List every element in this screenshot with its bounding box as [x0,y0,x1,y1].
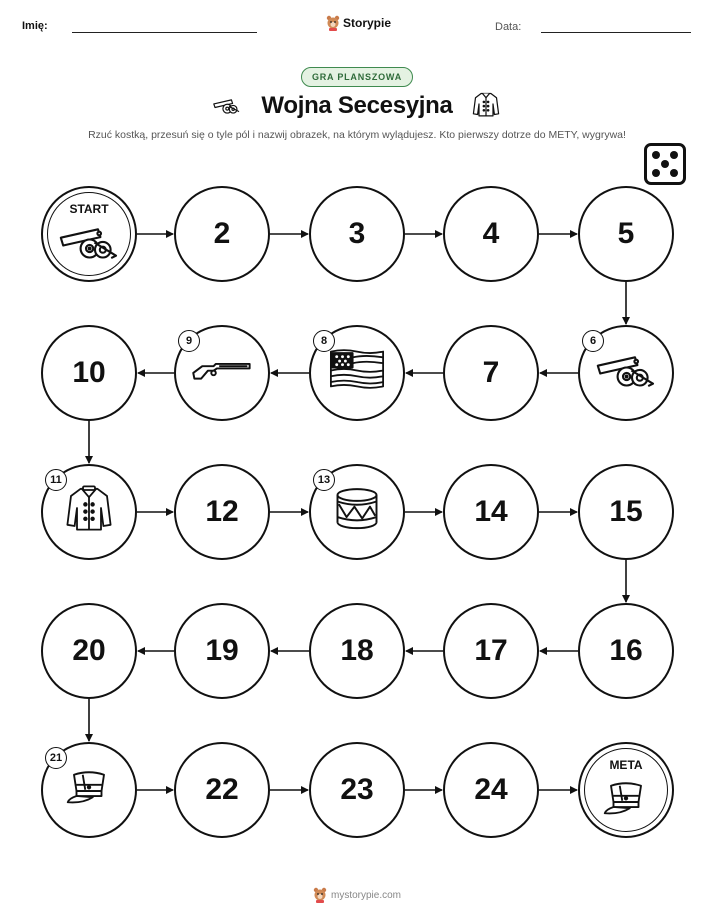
space-number: 4 [482,217,500,250]
board-game-tag: GRA PLANSZOWA [301,67,413,87]
musket-icon [191,356,253,390]
space-number: 10 [72,356,106,389]
space-number-badge: 13 [313,469,335,491]
board-space-10 [41,325,137,421]
drum-icon [331,482,383,542]
space-number-badge: 6 [582,330,604,352]
space-number: 23 [340,773,374,806]
flag-icon [328,347,386,399]
footer [313,887,401,903]
board-space-7 [443,325,539,421]
board-space-17 [443,603,539,699]
start-label: START [69,202,109,216]
finish-label: META [609,758,643,772]
kepi-cap-icon [601,777,651,825]
space-number-badge: 21 [45,747,67,769]
board-space-18 [309,603,405,699]
board-space-14 [443,464,539,560]
space-number: 2 [213,217,231,250]
board-space-3 [309,186,405,282]
space-number: 15 [609,495,643,528]
board-space-2 [174,186,270,282]
board-space-4 [443,186,539,282]
space-number: 12 [205,495,239,528]
board-space-24 [443,742,539,838]
board-space-20 [41,603,137,699]
board-space-15 [578,464,674,560]
space-number: 24 [474,773,508,806]
board-space-12 [174,464,270,560]
sheet-title: Wojna Secesyjna [261,92,453,119]
kepi-cap-icon [64,766,114,814]
board-space-5 [578,186,674,282]
space-number: 19 [205,634,239,667]
board-space-22 [174,742,270,838]
brand-name: Storypie [343,16,392,30]
space-number: 17 [474,634,508,667]
space-number: 22 [205,773,239,806]
cannon-icon [56,218,122,272]
space-number: 16 [609,634,643,667]
instructions: Rzuć kostką, przesuń się o tyle pól i nazwij obrazek, na którym wylądujesz. Kto pierwszy dotrze do METY, wygrywa! [88,129,626,141]
bear-mascot-icon [313,887,327,903]
board-space-19 [174,603,270,699]
board-space-16 [578,603,674,699]
date-label: Data: [495,21,522,33]
space-number: 3 [348,217,366,250]
board-space-23 [309,742,405,838]
space-number: 20 [72,634,106,667]
space-number: 18 [340,634,374,667]
space-number-badge: 9 [178,330,200,352]
finish-space [578,742,674,838]
space-number-badge: 8 [313,330,335,352]
space-number: 14 [474,495,508,528]
start-space [41,186,137,282]
space-number: 7 [482,356,500,389]
cannon-icon [593,346,659,400]
name-label: Imię: [22,20,48,32]
uniform-jacket-icon [65,483,113,541]
space-number-badge: 11 [45,469,67,491]
space-number: 5 [617,217,635,250]
footer-site: mystorypie.com [330,889,401,901]
